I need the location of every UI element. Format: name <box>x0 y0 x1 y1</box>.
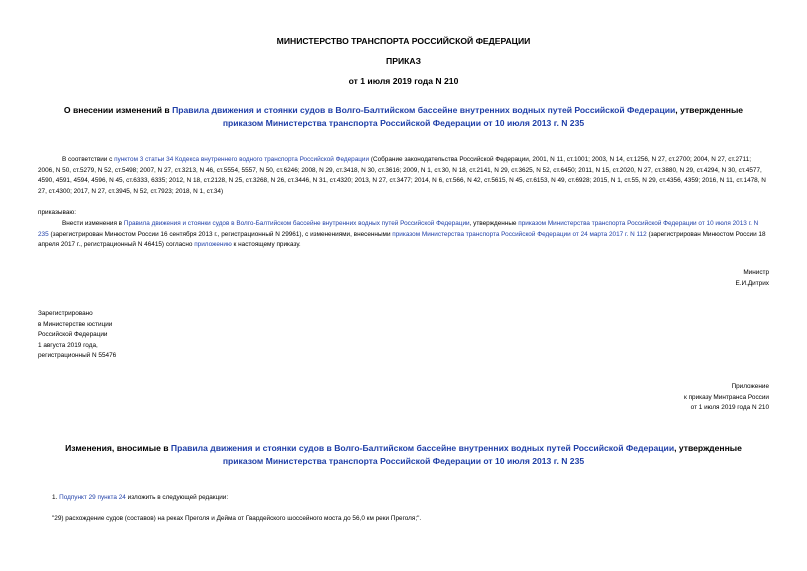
order-title <box>50 104 757 129</box>
appendix-line: от 1 июля 2019 года N 210 <box>690 404 769 411</box>
title-order-link[interactable]: приказом Министерства транспорта Российской Федерации от 10 июля 2013 г. N 235 <box>222 117 585 128</box>
title-mid: , утвержденные <box>675 105 744 115</box>
preamble-paragraph <box>38 155 768 197</box>
changes-title <box>50 442 757 467</box>
registration-line: регистрационный N 55476 <box>38 352 117 359</box>
signature-block <box>735 268 769 289</box>
appendix-line: Приложение <box>731 383 769 390</box>
preamble-prefix: В соответствии с <box>62 156 115 163</box>
item-1 <box>52 493 228 504</box>
changes-title-mid: , утвержденные <box>674 443 742 453</box>
operative-order-112-link[interactable]: приказом Министерства транспорта Российской Федерации от 24 марта 2017 г. N 112 <box>392 230 647 238</box>
changes-order-link[interactable]: приказом Министерства транспорта Российской Федерации от 10 июля 2013 г. N 235 <box>222 455 585 466</box>
preamble-citations: (Собрание законодательства Российской Федерации, 2001, N 11, ст.1001; 2003, N 14, ст.1256, N 27, ст.2700; 2004, N 27, ст.2711; 2006, N 50, ст.5279, N 52, ст.5498; 2007, N 27, ст.3213, N 46, ст.5554, 5557, N 50, ст.6246; 2008, N 29, ст.3418, N 30, ст.3616; 2009, N 1, ст.30, N 18, ст.2141, N 29, ст.3625, N 52, ст.6450; 2011, N 15, ст.2020, N 27, ст.3880, N 29, ст.4294, N 30, ст.4577, 4590, 4591, 4594, 4596, N 45, ст.6333, 6335; 2012, N 18, ст.2128, N 25, ст.3268, N 26, ст.3446, N 31, ст.4320; 2013, N 27, ст.3477; 2014, N 6, ст.566, N 42, ст.5615, N 45, ст.6153, N 49, ст.6928; 2015, N 1, ст.55, N 29, ст.4356, 4359; 2016, N 11, ст.1478, N 27, ст.4300; 2017, N 27, ст.3945, N 52, ст.7923; 2018, N 1, ст.34) <box>38 156 766 195</box>
registration-line: 1 августа 2019 года, <box>38 341 98 349</box>
operative-rules-link[interactable]: Правила движения и стоянки судов в Волго-Балтийском бассейне внутренних водных путей Российской Федерации <box>123 220 470 227</box>
title-rules-link[interactable]: Правила движения и стоянки судов в Волго-Балтийском бассейне внутренних водных путей Российской Федерации <box>172 105 676 115</box>
operative-paragraph <box>38 219 768 251</box>
operative-mid1: , утвержденные <box>469 220 519 227</box>
doc-type: ПРИКАЗ <box>386 56 421 66</box>
operative-mid3: (зарегистрирован Минюстом России 18 апреля 2017 г., регистрационный N 46415) согласно <box>38 230 766 248</box>
changes-title-prefix: Изменения, вносимые в <box>65 443 171 453</box>
operative-order-235-link[interactable]: приказом Министерства транспорта Российской Федерации от 10 июля 2013 г. N 235 <box>38 220 759 238</box>
code-article-link[interactable]: пунктом 3 статьи 34 Кодекса внутреннего водного транспорта Российской Федерации <box>114 156 370 163</box>
title-prefix: О внесении изменений в <box>63 105 173 115</box>
operative-mid2: (зарегистрирован Минюстом России 16 сентября 2013 г., регистрационный N 29961), с изменениями, внесенными <box>48 230 393 238</box>
appendix-block <box>684 382 769 414</box>
registration-block <box>38 309 116 362</box>
doc-date-number: от 1 июля 2019 года N 210 <box>348 76 459 86</box>
registration-line: Зарегистрировано <box>38 310 93 317</box>
signature-name: Е.И.Дитрих <box>735 279 769 287</box>
registration-line: Российской Федерации <box>38 331 108 338</box>
operative-prefix: Внести изменения в <box>62 220 124 227</box>
new-wording-quote: "29) расхождение судов (составов) на реках Преголя и Дейма от Гвардейского шоссейного моста до 56,0 км реки Преголя;". <box>52 515 422 522</box>
ministry-header: МИНИСТЕРСТВО ТРАНСПОРТА РОССИЙСКОЙ ФЕДЕРАЦИИ <box>276 36 531 46</box>
subparagraph-link[interactable]: Подпункт 29 пункта 24 <box>59 494 126 501</box>
appendix-line: к приказу Минтранса России <box>684 393 769 401</box>
item-1-prefix: 1. <box>52 494 60 501</box>
item-1-suffix: изложить в следующей редакции: <box>125 494 229 501</box>
signature-role: Министр <box>743 269 769 276</box>
registration-line: в Министерстве юстиции <box>38 320 113 328</box>
order-word: приказываю: <box>38 209 76 216</box>
operative-suffix: к настоящему приказу. <box>231 241 301 248</box>
changes-rules-link[interactable]: Правила движения и стоянки судов в Волго-Балтийском бассейне внутренних водных путей Российской Федерации <box>170 443 675 453</box>
appendix-link[interactable]: приложению <box>194 241 232 248</box>
